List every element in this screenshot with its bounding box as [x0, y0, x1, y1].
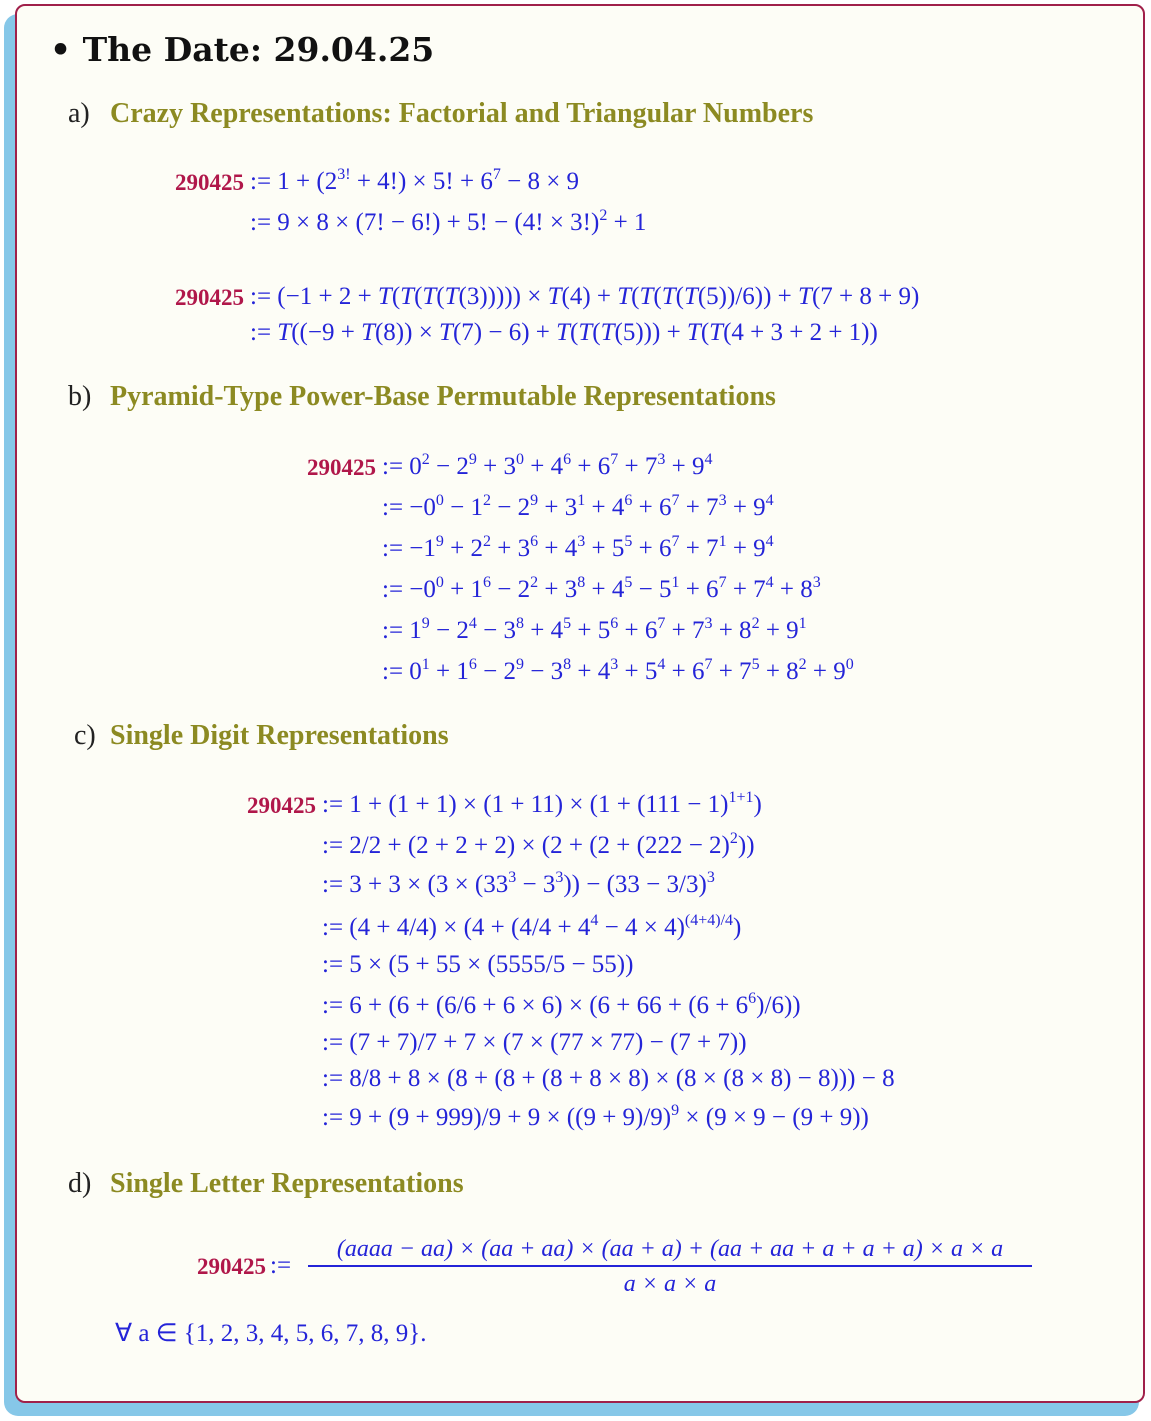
forall-condition: ∀ a ∈ {1, 2, 3, 4, 5, 6, 7, 8, 9}.: [115, 1320, 427, 1347]
equation-b3: := $-1^9 + 2^2 + 3^6 + 4^3 + 5^5 + 6^7 + 7^1 + 9^4$: [382, 533, 774, 562]
lhs-number: 290425: [175, 285, 244, 310]
equation-a2: := 9 × 8 × (7! − 6!) + 5! − (4! × 3!)$^2$ + 1: [250, 207, 647, 236]
section-a-title: Crazy Representations: Factorial and Triangular Numbers: [110, 98, 814, 129]
lhs-number: 290425: [175, 170, 244, 195]
equation-c2: := $2/2 + (2 + 2 + 2) \times (2 + (2 + (222 - 2)^2))$: [322, 830, 755, 859]
section-a-label: a): [68, 98, 90, 129]
equation-b1: := $0^2 - 2^9 + 3^0 + 4^6 + 6^7 + 7^3 + 9^4$: [382, 451, 713, 480]
equation-c4: := $(4 + 4/4) \times (4 + (4/4 + 4^4 - 4 \times 4)^{(4+4)/4})$: [322, 912, 742, 941]
section-b-label: b): [68, 381, 92, 412]
equation-c3: := $3 + 3 \times (3 \times (33^3 - 3^3)) - (33 - 3/3)^3$: [322, 869, 715, 898]
equation-b6: := $0^1 + 1^6 - 2^9 - 3^8 + 4^3 + 5^4 + 6^7 + 7^5 + 8^2 + 9^0$: [382, 656, 854, 685]
equation-b4: := $-0^0 + 1^6 - 2^2 + 3^8 + 4^5 - 5^1 + 6^7 + 7^4 + 8^3$: [382, 574, 821, 603]
lhs-number: 290425: [307, 455, 376, 480]
equation-c7: := (7 + 7)/7 + 7 × (7 × (77 × 77) − (7 + 7)): [322, 1029, 747, 1056]
section-b-title: Pyramid-Type Power-Base Permutable Representations: [110, 381, 776, 412]
assign-symbol: :=: [270, 1252, 292, 1279]
fraction-denominator: a × a × a: [623, 1270, 717, 1297]
equation-a1: := $1 + (2^{3!} + 4!) \times 5$! + $6^7 - 8 \times 9$: [250, 166, 580, 195]
equation-c8: := 8/8 + 8 × (8 + (8 + (8 + 8 × 8) × (8 × (8 × 8) − 8))) − 8: [322, 1065, 895, 1092]
section-c-label: c): [74, 720, 96, 751]
equation-c6: := $6 + (6 + (6/6 + 6 \times 6) \times (6 + 66 + (6 + 6^6)/6))$: [322, 990, 801, 1019]
fraction-numerator: (aaaa − aa) × (aa + aa) × (aa + a) + (aa + aa + a + a + a) × a × a: [336, 1236, 1004, 1262]
letter-fraction: [308, 1236, 1032, 1298]
equation-b5: := $1^9 - 2^4 - 3^8 + 4^5 + 5^6 + 6^7 + 7^3 + 8^2 + 9^1$: [382, 615, 807, 644]
equation-b2: := $-0^0 - 1^2 - 2^9 + 3^1 + 4^6 + 6^7 + 7^3 + 9^4$: [382, 492, 774, 521]
equation-a4: := T((−9 + T(8)) × T(7) − 6) + T(T(T(5))) + T(T(4 + 3 + 2 + 1)): [250, 319, 878, 346]
equation-c5: := 5 × (5 + 55 × (5555/5 − 55)): [322, 951, 634, 978]
fraction-bar: [308, 1265, 1032, 1267]
lhs-number: 290425: [247, 793, 316, 818]
section-d-title: Single Letter Representations: [110, 1168, 464, 1199]
equation-a3: := (−1 + 2 + T(T(T(T(3))))) × T(4) + T(T(T(T(5))/6)) + T(7 + 8 + 9): [250, 283, 920, 310]
section-d-label: d): [68, 1168, 92, 1199]
equation-c1: := $1 + (1 + 1) \times (1 + 11) \times (1 + (111 - 1)^{1+1})$: [322, 789, 762, 818]
section-c-title: Single Digit Representations: [110, 720, 449, 751]
lhs-number: 290425: [197, 1254, 266, 1279]
page-title: • The Date: 29.04.25: [50, 30, 435, 69]
equation-c9: := $9 + (9 + 999)/9 + 9 \times ((9 + 9)/9)^9 \times (9 \times 9 - (9 + 9))$: [322, 1102, 869, 1131]
